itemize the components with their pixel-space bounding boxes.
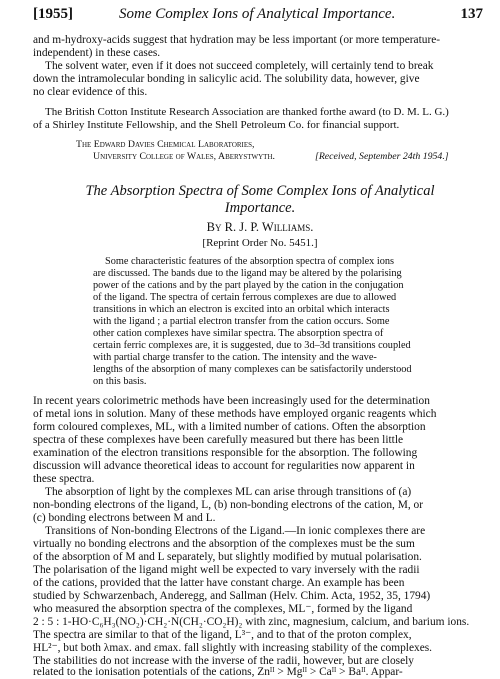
acknowledgement-line: of a Shirley Institute Fellowship, and the Shell Petroleum Co. for financial support. — [33, 119, 400, 131]
body-line: non-bonding electrons of the ligand, L, (b) non-bonding electrons of the cation, M, or — [33, 499, 424, 511]
affiliation-line: University College of Wales, Aberystwyth. — [93, 151, 275, 162]
body-line: these spectra. — [33, 473, 95, 485]
body-line: examination of the electron transitions responsible for the absorption. The following — [33, 447, 418, 459]
body-line: The stabilities do not increase with the inverse of the radii, however, but are closely — [33, 655, 415, 667]
abstract-line: are discussed. The bands due to the ligand may be altered by the polarising — [93, 268, 402, 279]
body-line: virtually no bonding electrons and the absorption of the complexes must be the sum — [33, 538, 415, 550]
reprint-order: [Reprint Order No. 5451.] — [202, 237, 318, 249]
abstract-line: on this basis. — [93, 376, 147, 387]
body-line: spectra of these complexes have been carefully measured but there has been little — [33, 434, 404, 446]
acknowledgement-line: The British Cotton Institute Research Association are thanked forthe award (to D. M. L. G.) — [45, 106, 449, 118]
abstract-line: Some characteristic features of the absorption spectra of complex ions — [105, 256, 395, 267]
body-line: The absorption of light by the complexes ML can arise through transitions of (a) — [45, 486, 412, 498]
body-line: 2 : 5 : 1-HO·C₆H₃(NO₂)·CH₂·N(CH₂·CO₂H)₂ with zinc, magnesium, calcium, and barium ions. — [33, 616, 470, 628]
abstract-line: transitions in which an electron is excited into an orbital which interacts — [93, 304, 390, 315]
body-line: (c) bonding electrons between M and L. — [33, 512, 216, 524]
received-date: [Received, September 24th 1954.] — [315, 151, 449, 162]
abstract-line: power of the cations and by the part played by the cation in the conjugation — [93, 280, 404, 291]
abstract-line: with partial charge transfer to the cation. The intensity and the wave- — [93, 352, 377, 363]
body-line: of metal ions in solution. Many of these methods have employed organic reagents which — [33, 408, 437, 420]
body-line: related to the ionisation potentials of the cations, Znᴵᴵ > Mgᴵᴵ > Caᴵᴵ > Baᴵᴵ. Appar- — [33, 666, 403, 678]
header-year: [1955] — [33, 6, 73, 22]
abstract-line: of the ligand. The spectra of certain ferrous complexes are due to allowed — [93, 292, 397, 303]
text-line: The solvent water, even if it does not succeed completely, will certainly tend to break — [45, 60, 434, 72]
abstract-line: lengths of the absorption of many complexes can be satisfactorily understood — [93, 364, 412, 375]
body-line: The polarisation of the ligand might well be expected to vary inversely with the radii — [33, 564, 420, 576]
header-page-number: 137 — [460, 6, 483, 22]
body-line: In recent years colorimetric methods have been increasingly used for the determination — [33, 395, 430, 407]
body-line: discussion will advance theoretical ideas to account for regularities now apparent in — [33, 460, 415, 472]
affiliation-line: The Edward Davies Chemical Laboratories, — [76, 139, 255, 150]
abstract-line: with the ligand ; a partial electron transfer from the cation occurs. Some — [93, 316, 390, 327]
abstract-line: certain ferric complexes are, it is suggested, due to 3d–3d transitions coupled — [93, 340, 411, 351]
article-author: By R. J. P. Williams. — [206, 220, 314, 234]
abstract-line: other cation complexes have similar spectra. The absorption spectra of — [93, 328, 384, 339]
body-line: studied by Schwarzenbach, Anderegg, and Sallman (Helv. Chim. Acta, 1952, 35, 1794) — [33, 590, 431, 602]
body-line: HL²⁻, but both λmax. and εmax. fall slightly with increasing stability of the complexes. — [33, 642, 433, 654]
body-line: The spectra are similar to that of the ligand, L³⁻, and to that of the proton complex, — [33, 629, 412, 641]
text-line: no clear evidence of this. — [33, 86, 148, 98]
body-line: of the cations, provided that the latter have constant charge. An example has been — [33, 577, 405, 589]
text-line: down the intramolecular bonding in salicylic acid. The solubility data, however, give — [33, 73, 420, 85]
article-title-line: Importance. — [224, 200, 296, 216]
body-line: of the absorption of M and L separately, but slightly modified by mutual polarisation. — [33, 551, 422, 563]
body-line: Transitions of Non-bonding Electrons of the Ligand.—In ionic complexes there are — [45, 525, 426, 537]
text-line: and m-hydroxy-acids suggest that hydration may be less important (or more temperature- — [33, 34, 441, 46]
article-title-line: The Absorption Spectra of Some Complex Ions of Analytical — [85, 183, 435, 199]
body-line: form coloured complexes, ML, with a limited number of cations. Often the absorption — [33, 421, 426, 433]
running-header — [33, 6, 485, 26]
header-running-title: Some Complex Ions of Analytical Importance. — [119, 6, 396, 22]
body-line: who measured the absorption spectra of the complexes, ML⁻, formed by the ligand — [33, 603, 413, 615]
text-line: independent) in these cases. — [33, 47, 161, 59]
